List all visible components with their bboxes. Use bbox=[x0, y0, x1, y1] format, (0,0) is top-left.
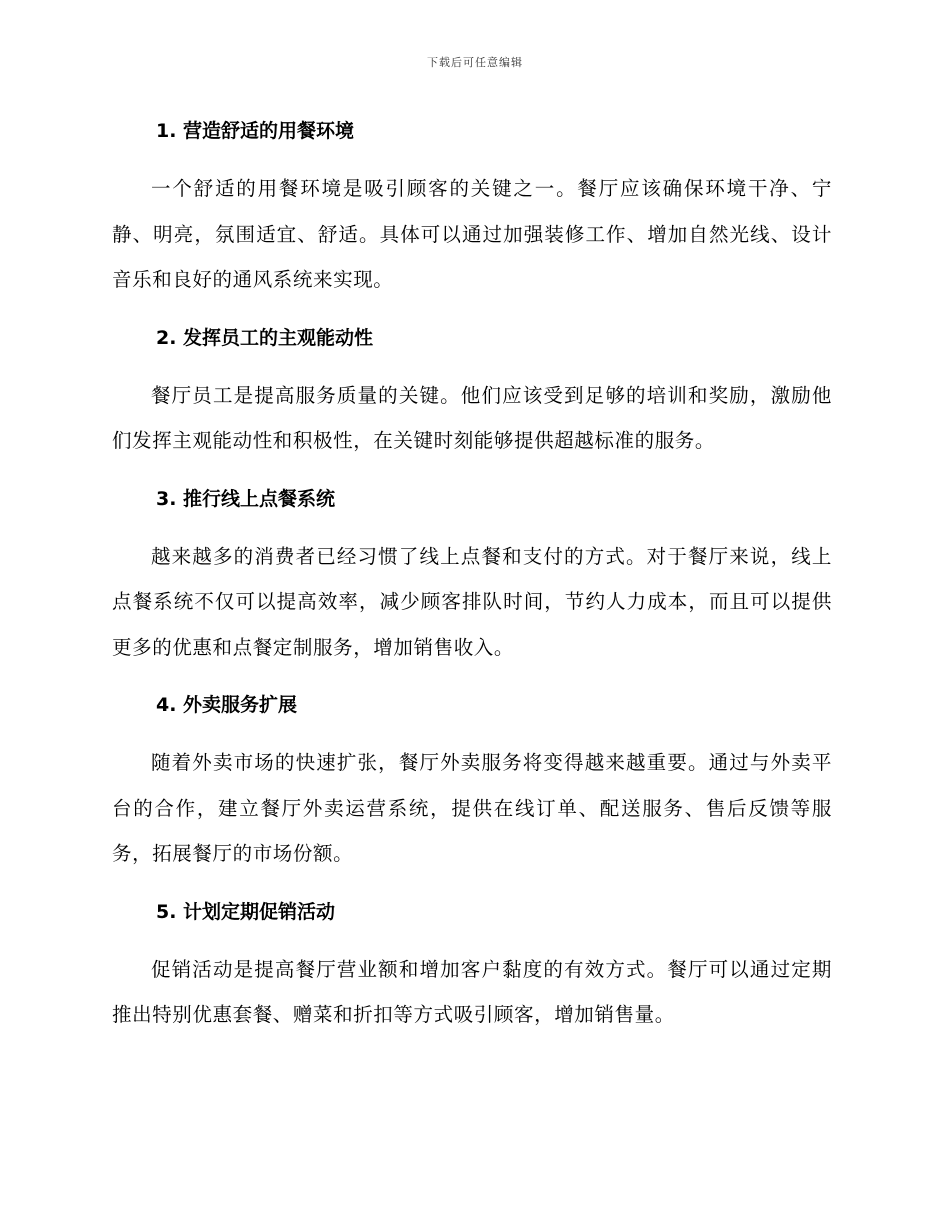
section-4 bbox=[112, 686, 832, 877]
section-5 bbox=[112, 893, 832, 1038]
section-heading: 2. 发挥员工的主观能动性 bbox=[156, 326, 374, 349]
section-paragraph: 一个舒适的用餐环境是吸引顾客的关键之一。餐厅应该确保环境干净、宁静、明亮，氛围适宜、舒适。具体可以通过加强装修工作、增加自然光线、设计音乐和良好的通风系统来实现。 bbox=[112, 177, 832, 291]
section-heading: 4. 外卖服务扩展 bbox=[156, 694, 298, 716]
page-header: 下载后可任意编辑 bbox=[427, 56, 523, 69]
section-paragraph: 餐厅员工是提高服务质量的关键。他们应该受到足够的培训和奖励，激励他们发挥主观能动性和积极性，在关键时刻能够提供超越标准的服务。 bbox=[112, 383, 832, 452]
section-heading: 5. 计划定期促销活动 bbox=[156, 900, 336, 923]
section-2 bbox=[112, 319, 832, 464]
section-paragraph: 促销活动是提高餐厅营业额和增加客户黏度的有效方式。餐厅可以通过定期推出特别优惠套餐、赠菜和折扣等方式吸引顾客，增加销售量。 bbox=[112, 957, 832, 1026]
section-paragraph: 随着外卖市场的快速扩张，餐厅外卖服务将变得越来越重要。通过与外卖平台的合作，建立餐厅外卖运营系统，提供在线订单、配送服务、售后反馈等服务，拓展餐厅的市场份额。 bbox=[112, 751, 832, 865]
section-1 bbox=[112, 112, 832, 303]
section-3 bbox=[112, 480, 832, 671]
section-heading: 1. 营造舒适的用餐环境 bbox=[156, 120, 355, 142]
section-paragraph: 越来越多的消费者已经习惯了线上点餐和支付的方式。对于餐厅来说，线上点餐系统不仅可以提高效率，减少顾客排队时间，节约人力成本，而且可以提供更多的优惠和点餐定制服务，增加销售收入。 bbox=[112, 544, 832, 659]
document-body bbox=[112, 112, 832, 1038]
section-heading: 3. 推行线上点餐系统 bbox=[156, 487, 336, 510]
